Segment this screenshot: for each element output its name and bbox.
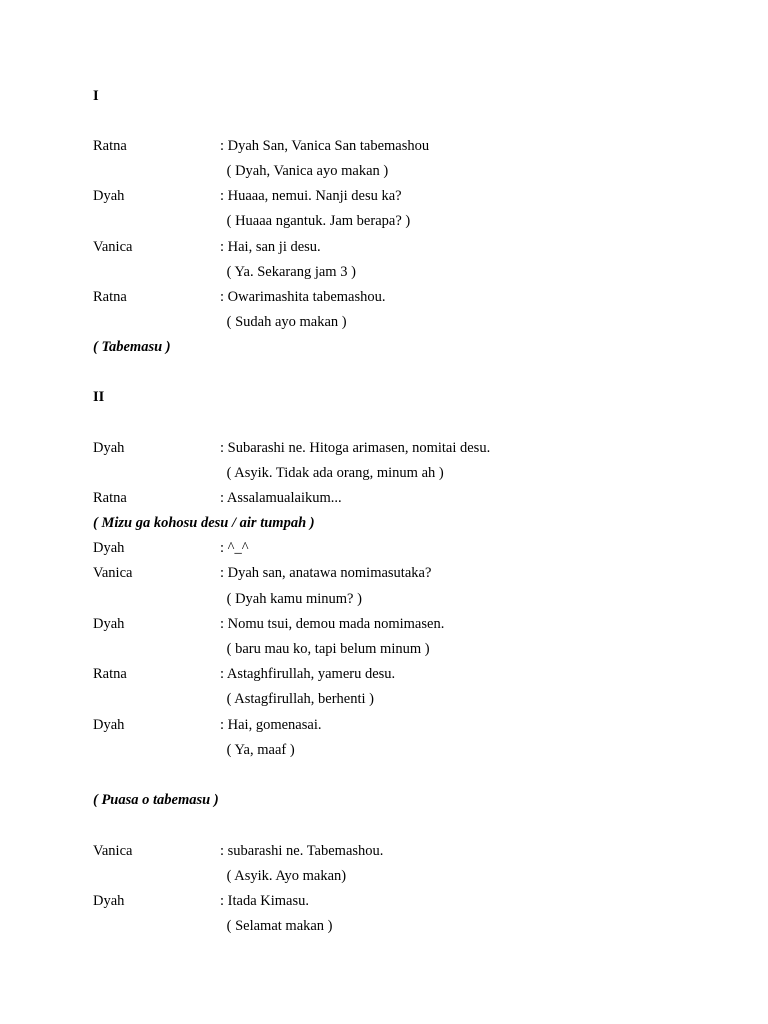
- speaker-name: Dyah: [93, 440, 125, 456]
- stage-direction: ( Tabemasu ): [93, 339, 171, 355]
- speaker-name: Ratna: [93, 138, 127, 154]
- dialogue-text: : Nomu tsui, demou mada nomimasen.: [220, 616, 445, 632]
- dialogue-text: : subarashi ne. Tabemashou.: [220, 843, 384, 859]
- dialogue-text: : Dyah San, Vanica San tabemashou: [220, 138, 430, 154]
- dialogue-text: : Astaghfirullah, yameru desu.: [220, 666, 396, 682]
- stage-direction: ( Mizu ga kohosu desu / air tumpah ): [93, 515, 315, 531]
- dialogue-text: : ^_^: [220, 540, 249, 556]
- translation-line: ( Astagfirullah, berhenti ): [223, 691, 374, 707]
- dialogue-text: : Assalamualaikum...: [220, 490, 342, 506]
- translation-line: ( Ya, maaf ): [223, 742, 295, 758]
- speaker-name: Dyah: [93, 717, 125, 733]
- speaker-name: Vanica: [93, 843, 133, 859]
- speaker-name: Dyah: [93, 616, 125, 632]
- dialogue-text: : Hai, gomenasai.: [220, 717, 322, 733]
- speaker-name: Ratna: [93, 490, 127, 506]
- dialogue-text: : Itada Kimasu.: [220, 893, 309, 909]
- translation-line: ( Asyik. Tidak ada orang, minum ah ): [223, 465, 444, 481]
- speaker-name: Ratna: [93, 666, 127, 682]
- section-heading: II: [93, 389, 105, 405]
- speaker-name: Dyah: [93, 893, 125, 909]
- translation-line: ( Dyah, Vanica ayo makan ): [223, 163, 389, 179]
- dialogue-text: : Hai, san ji desu.: [220, 239, 321, 255]
- translation-line: ( Huaaa ngantuk. Jam berapa? ): [223, 213, 411, 229]
- section-heading: I: [93, 88, 99, 104]
- dialogue-text: : Dyah san, anatawa nomimasutaka?: [220, 565, 432, 581]
- dialogue-text: : Huaaa, nemui. Nanji desu ka?: [220, 188, 402, 204]
- speaker-name: Ratna: [93, 289, 127, 305]
- speaker-name: Vanica: [93, 239, 133, 255]
- translation-line: ( Sudah ayo makan ): [223, 314, 347, 330]
- translation-line: ( Dyah kamu minum? ): [223, 591, 362, 607]
- speaker-name: Vanica: [93, 565, 133, 581]
- translation-line: ( Selamat makan ): [223, 918, 333, 934]
- speaker-name: Dyah: [93, 540, 125, 556]
- dialogue-text: : Subarashi ne. Hitoga arimasen, nomitai desu.: [220, 440, 491, 456]
- translation-line: ( Asyik. Ayo makan): [223, 868, 347, 884]
- translation-line: ( baru mau ko, tapi belum minum ): [223, 641, 430, 657]
- speaker-name: Dyah: [93, 188, 125, 204]
- dialogue-text: : Owarimashita tabemashou.: [220, 289, 386, 305]
- translation-line: ( Ya. Sekarang jam 3 ): [223, 264, 356, 280]
- stage-direction: ( Puasa o tabemasu ): [93, 792, 219, 808]
